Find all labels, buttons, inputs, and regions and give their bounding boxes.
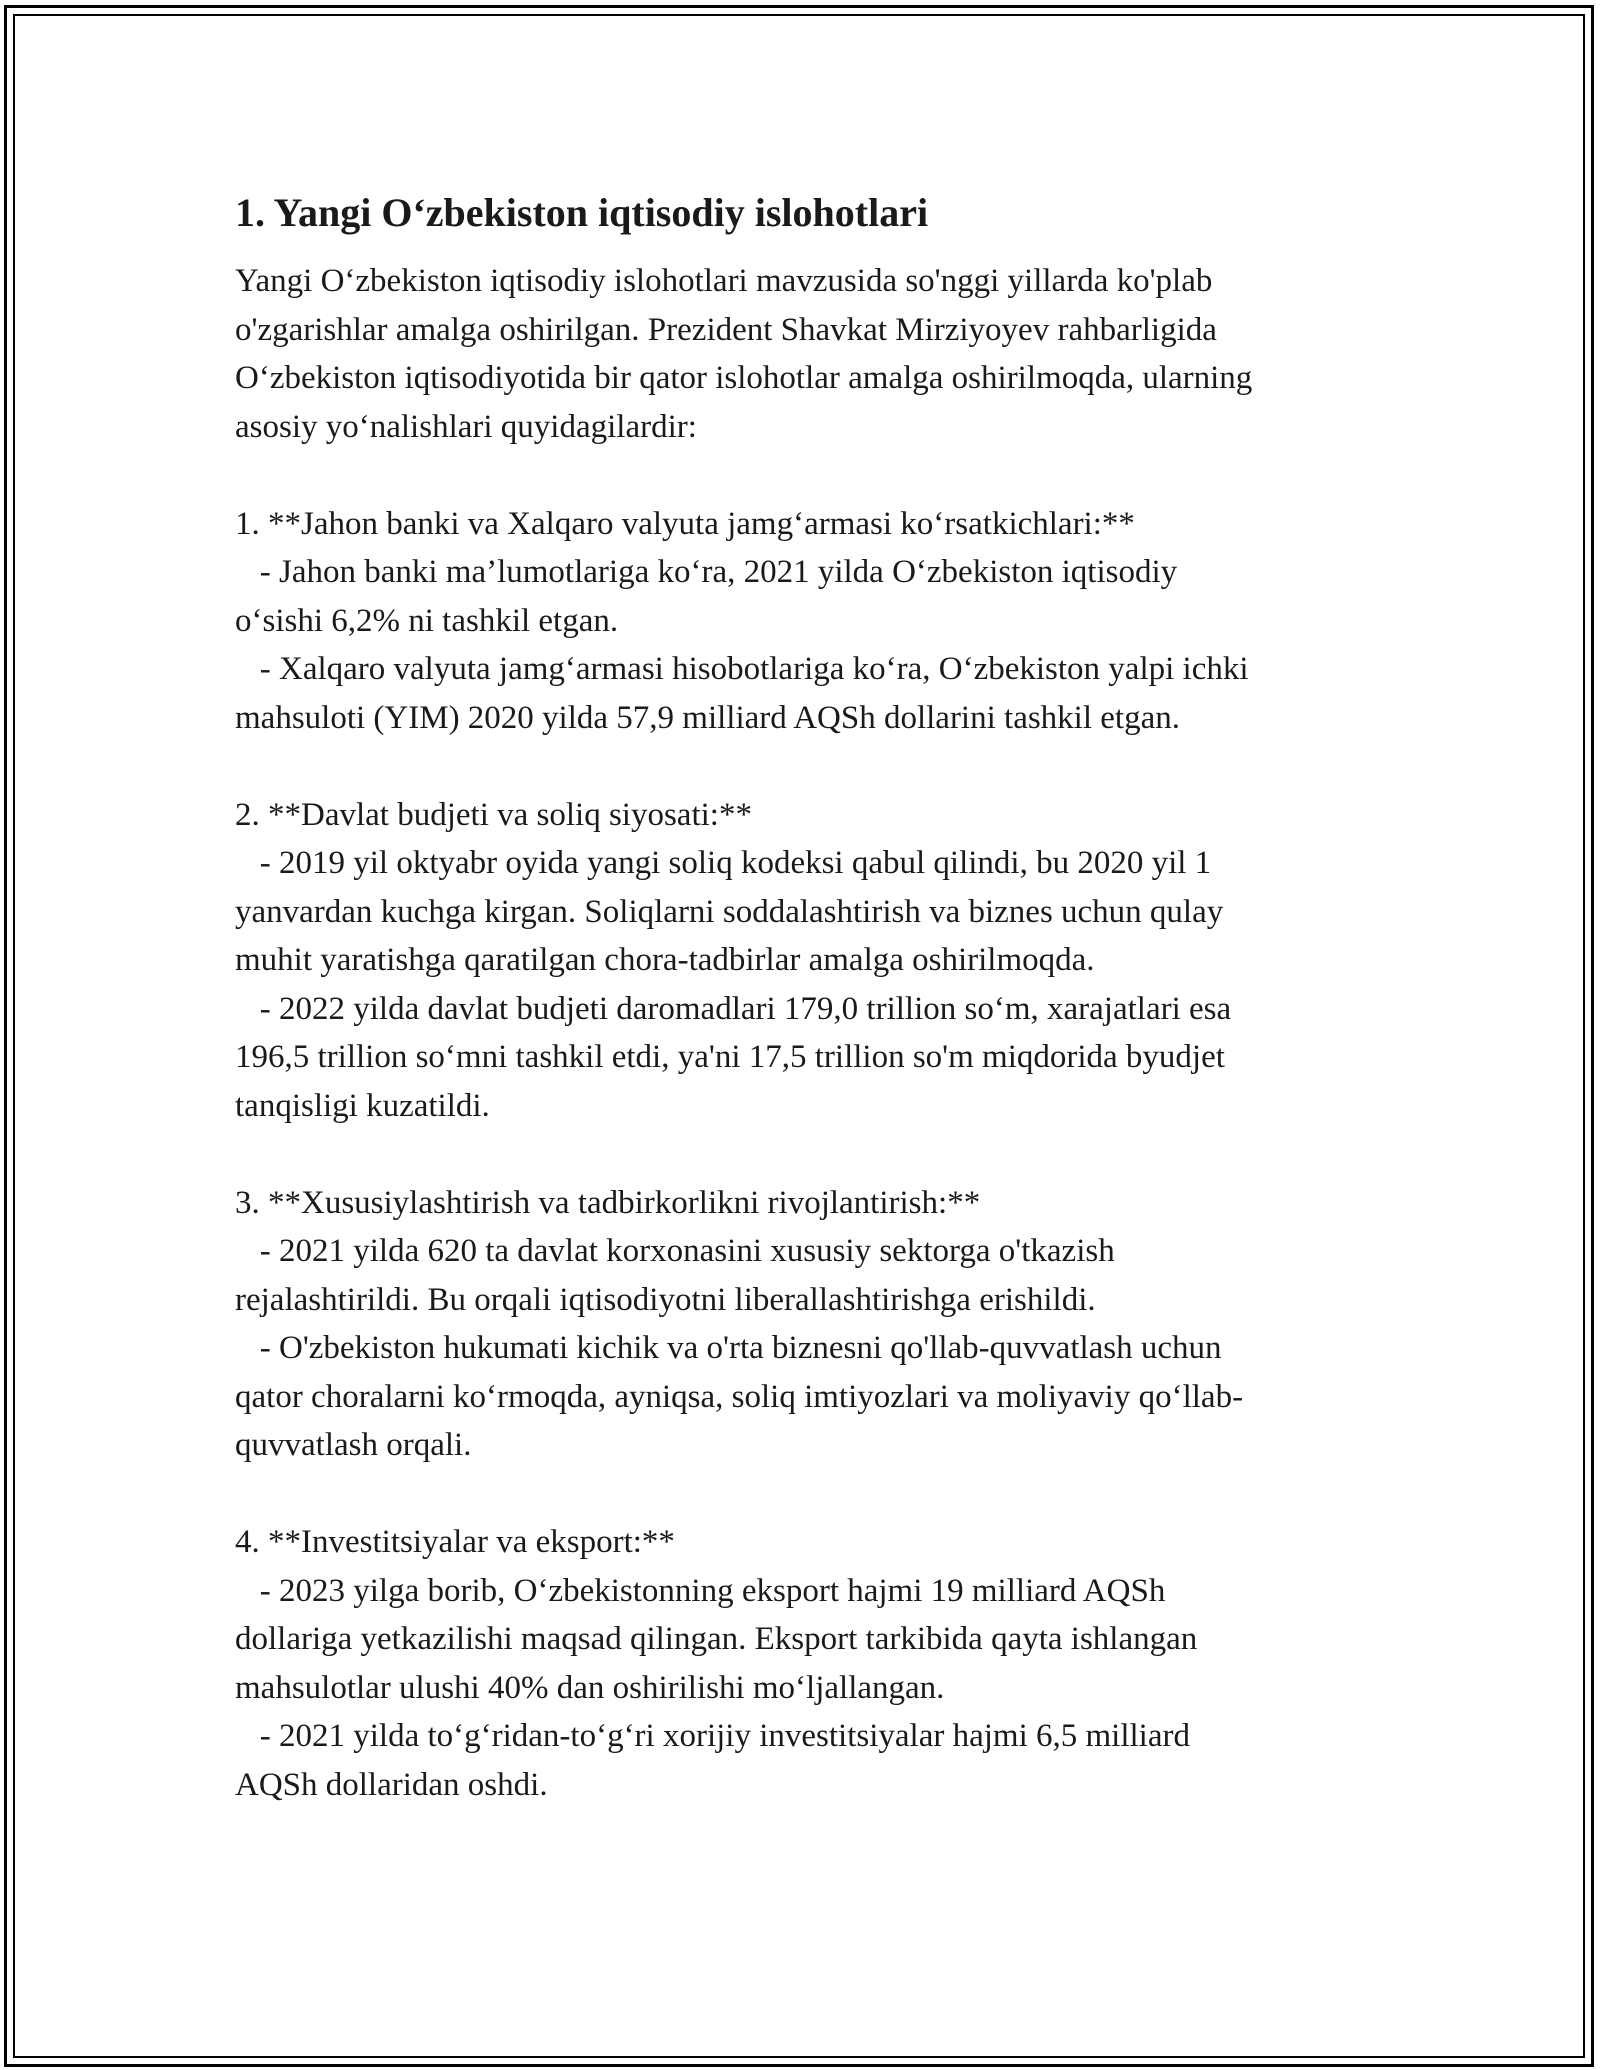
document-content (235, 186, 1385, 1809)
document-heading: 1. Yangi O‘zbekiston iqtisodiy islohotlari (235, 190, 929, 235)
document-body-text: Yangi O‘zbekiston iqtisodiy islohotlari mavzusida so'nggi yillarda ko'plab o'zgarishlar amalga oshirilgan. Prezident Shavkat Mirziyoyev rahbarligida O‘zbekiston iqtisodiyotida bir qator islohotlar amalga oshirilmoqda, ularning asosiy yo‘nalishlari quyidagilardir: 1. **Jahon banki va Xalqaro valyuta jamg‘armasi ko‘rsatkichlari:** - Jahon banki ma’lumotlariga ko‘ra, 2021 yilda O‘zbekiston iqtisodiy o‘sishi 6,2% ni tashkil etgan. - Xalqaro valyuta jamg‘armasi hisobotlariga ko‘ra, O‘zbekiston yalpi ichki mahsuloti (YIM) 2020 yilda 57,9 milliard AQSh dollarini tashkil etgan. 2. **Davlat budjeti va soliq siyosati:** - 2019 yil oktyabr oyida yangi soliq kodeksi qabul qilindi, bu 2020 yil 1 yanvardan kuchga kirgan. Soliqlarni soddalashtirish va biznes uchun qulay muhit yaratishga qaratilgan chora-tadbirlar amalga oshirilmoqda. - 2022 yilda davlat budjeti daromadlari 179,0 trillion so‘m, xarajatlari esa 196,5 trillion so‘mni tashkil etdi, ya'ni 17,5 trillion so'm miqdorida byudjet tanqisligi kuzatildi. 3. **Xususiylashtirish va tadbirkorlikni rivojlantirish:** - 2021 yilda 620 ta davlat korxonasini xususiy sektorga o'tkazish rejalashtirildi. Bu orqali iqtisodiyotni liberallashtirishga erishildi. - O'zbekiston hukumati kichik va o'rta biznesni qo'llab-quvvatlash uchun qator choralarni ko‘rmoqda, ayniqsa, soliq imtiyozlari va moliyaviy qo‘llab- quvvatlash orqali. 4. **Investitsiyalar va eksport:** - 2023 yilga borib, O‘zbekistonning eksport hajmi 19 milliard AQSh dollariga yetkazilishi maqsad qilingan. Eksport tarkibida qayta ishlangan mahsulotlar ulushi 40% dan oshirilishi mo‘ljallangan. - 2021 yilda to‘g‘ridan-to‘g‘ri xorijiy investitsiyalar hajmi 6,5 milliard AQSh dollaridan oshdi. (235, 263, 1253, 1803)
